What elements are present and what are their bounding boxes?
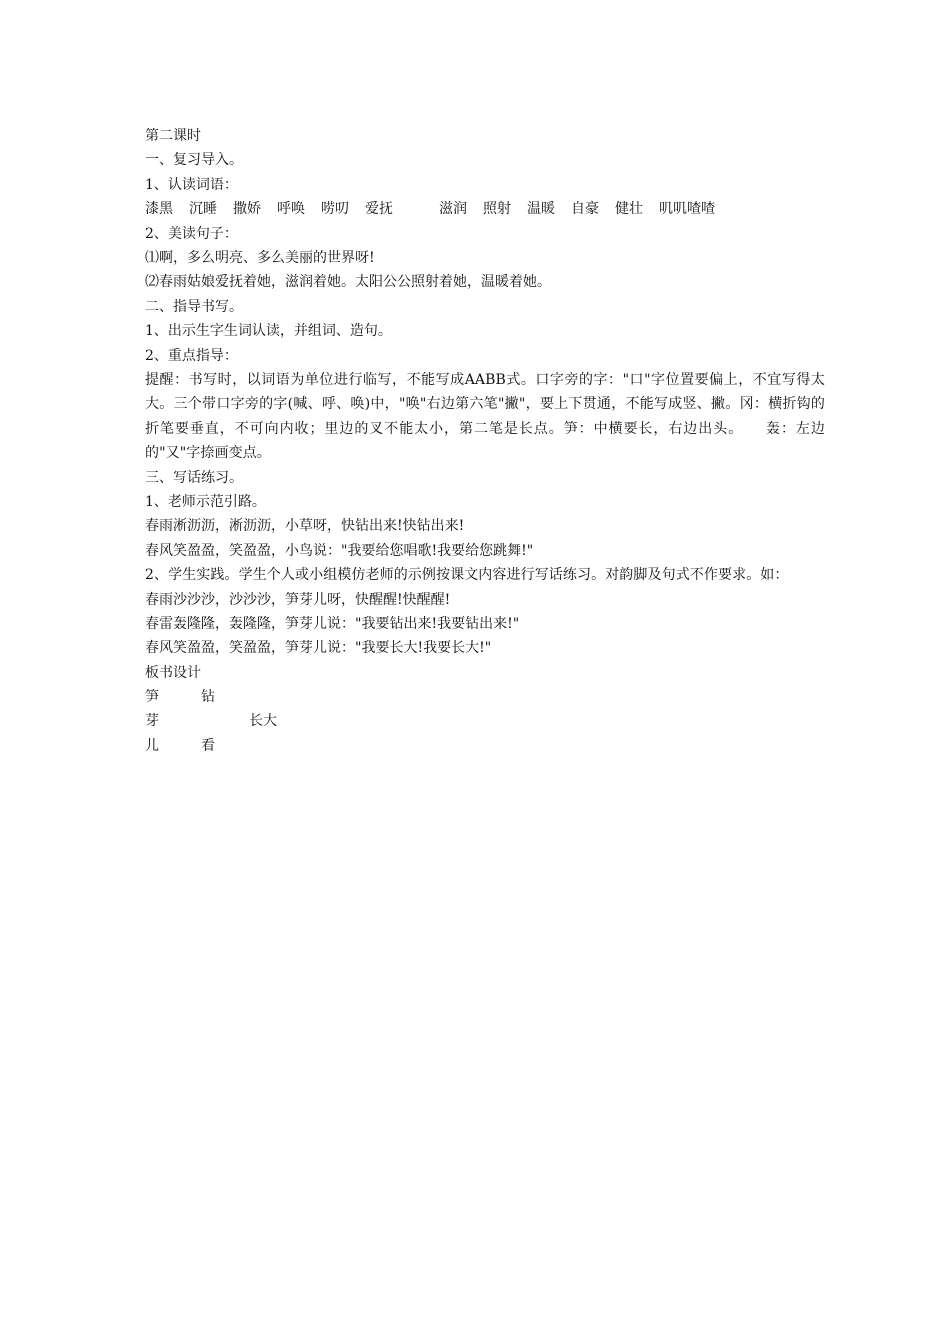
board-char: 钻: [201, 689, 215, 706]
word-item: 滋润: [439, 201, 467, 218]
section1-heading: 一、复习导入。: [145, 152, 243, 169]
sentence-1: ⑴啊，多么明亮、多么美丽的世界呀!: [145, 249, 375, 266]
word-item: 叽叽喳喳: [659, 201, 715, 218]
section1-item2: 2、美读句子：: [145, 225, 238, 242]
lesson-title: 第二课时: [145, 128, 201, 144]
word-list: [145, 197, 825, 221]
sentence-2: ⑵春雨姑娘爱抚着她，滋润着她。太阳公公照射着她，温暖着她。: [145, 274, 551, 291]
word-item: 自豪: [571, 201, 599, 218]
board-row-3: [145, 734, 825, 758]
section3-heading: 三、写话练习。: [145, 469, 243, 486]
board-row-2: [145, 709, 825, 733]
board-char: 看: [201, 737, 215, 754]
section2-heading: 二、指导书写。: [145, 298, 243, 315]
example-2: 春风笑盈盈，笑盈盈，小鸟说："我要给您唱歌!我要给您跳舞!": [145, 542, 534, 559]
document-page: [145, 124, 825, 758]
word-item: 健壮: [615, 201, 643, 218]
section3-item2: 2、学生实践。学生个人或小组模仿老师的示例按课文内容进行写话练习。对韵脚及句式不作要求。如：: [145, 567, 789, 584]
section2-item2: 2、重点指导：: [145, 347, 238, 364]
word-item: 唠叨: [321, 201, 349, 218]
word-item: 漆黑: [145, 201, 173, 218]
practice-1: 春雨沙沙沙，沙沙沙，笋芽儿呀，快醒醒!快醒醒!: [145, 591, 451, 608]
board-row-1: [145, 685, 825, 709]
practice-2: 春雷轰隆隆，轰隆隆，笋芽儿说："我要钻出来!我要钻出来!": [145, 615, 520, 632]
word-item: 照射: [483, 201, 511, 218]
board-char: 芽: [145, 713, 159, 730]
board-char: 长大: [249, 713, 277, 730]
example-1: 春雨淅沥沥，淅沥沥，小草呀，快钻出来!快钻出来!: [145, 518, 465, 535]
board-char: 笋: [145, 689, 159, 706]
word-item: 撒娇: [233, 201, 261, 218]
writing-tips-paragraph: 提醒：书写时，以词语为单位进行临写，不能写成AABB式。口字旁的字："口"字位置要偏上，不宜写得太大。三个带口字旁的字(喊、呼、唤)中，"唤"右边第六笔"撇"，要上下贯通，不能写成竖、撇。冈：横折钩的折笔要垂直，不可向内收；里边的叉不能太小，第二笔是长点。笋：中横要长，右边出头。 轰：左边的"又"字捺画变点。: [145, 371, 825, 462]
word-item: 温暖: [527, 201, 555, 218]
board-heading: 板书设计: [145, 664, 201, 681]
section1-item1: 1、认读词语：: [145, 176, 238, 193]
board-char: 儿: [145, 737, 159, 754]
word-item: 沉睡: [189, 201, 217, 218]
word-item: 爱抚: [365, 201, 393, 218]
word-item: 呼唤: [277, 201, 305, 218]
practice-3: 春风笑盈盈，笑盈盈，笋芽儿说："我要长大!我要长大!": [145, 640, 492, 657]
section2-item1: 1、出示生字生词认读，并组词、造句。: [145, 323, 392, 340]
section3-item1: 1、老师示范引路。: [145, 493, 266, 510]
